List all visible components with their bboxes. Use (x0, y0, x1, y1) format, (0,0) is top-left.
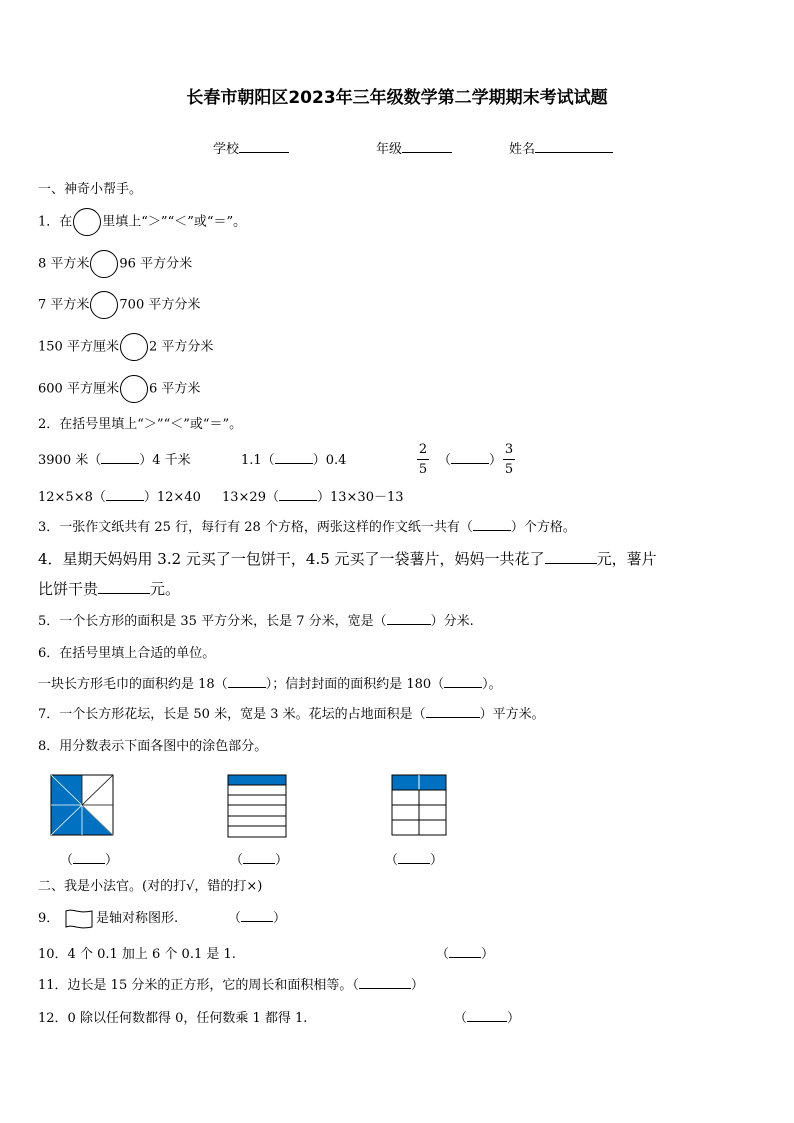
answer-blank[interactable] (241, 921, 273, 922)
question-9-number: 9． (38, 911, 60, 926)
compare-circle[interactable] (120, 375, 148, 403)
answer-blank[interactable] (398, 863, 430, 864)
answer-blank[interactable] (387, 624, 431, 625)
figure-1-square-triangles (50, 774, 114, 836)
question-9-text: 是轴对称图形. (96, 911, 179, 926)
answer-blank[interactable] (73, 863, 105, 864)
answer-blank[interactable] (228, 687, 266, 688)
grade-field[interactable] (376, 143, 452, 156)
question-2-stem: 2．在括号里填上“＞”“＜”或“＝”。 (38, 417, 243, 432)
answer-blank[interactable] (545, 563, 597, 564)
answer-blank[interactable] (467, 1021, 507, 1022)
school-field[interactable] (213, 143, 289, 156)
question-1-item-3: 150 平方厘米 2 平方分米 (38, 333, 213, 361)
compare-circle[interactable] (90, 291, 118, 319)
question-1-item-2: 7 平方米 700 平方分米 (38, 291, 200, 319)
question-1-item-1: 8 平方米 96 平方分米 (38, 250, 192, 278)
answer-blank[interactable] (449, 957, 481, 958)
question-2-item-b: 1.1（ ）0.4 (241, 453, 347, 468)
compare-circle[interactable] (73, 208, 101, 236)
answer-blank[interactable] (275, 463, 313, 464)
question-2-item-a: 3900 米（ ）4 千米 (38, 453, 191, 468)
question-3: 3．一张作文纸共有 25 行，每行有 28 个方格，两张这样的作文纸一共有（ ）个方格。 (38, 520, 576, 535)
answer-blank[interactable] (473, 530, 511, 531)
question-10-paren: （ ） (436, 947, 495, 962)
figure-1-answer: （ ） (60, 853, 119, 868)
compare-circle[interactable] (120, 333, 148, 361)
question-2-item-c-blank: （ ） (438, 453, 503, 468)
question-9-paren: （ ） (228, 911, 287, 926)
question-5: 5．一个长方形的面积是 35 平方分米，长是 7 分米，宽是（ ）分米. (38, 614, 474, 629)
question-1-item-4: 600 平方厘米 6 平方米 (38, 375, 200, 403)
wavy-flag-icon (64, 908, 94, 930)
question-4-line-1: 4．星期天妈妈用 3.2 元买了一包饼干，4.5 元买了一袋薯片，妈妈一共花了 元，薯片 (38, 550, 657, 568)
page-title: 长春市朝阳区2023年三年级数学第二学期期末考试试题 (186, 88, 608, 108)
answer-blank[interactable] (444, 687, 482, 688)
question-12-text: 12．0 除以任何数都得 0，任何数乘 1 都得 1. (38, 1011, 308, 1026)
answer-blank[interactable] (243, 863, 275, 864)
question-12-paren: （ ） (454, 1011, 521, 1026)
answer-blank[interactable] (101, 463, 139, 464)
answer-blank[interactable] (359, 988, 411, 989)
answer-blank[interactable] (451, 463, 489, 464)
compare-circle[interactable] (90, 250, 118, 278)
question-7: 7．一个长方形花坛，长是 50 米，宽是 3 米。花坛的占地面积是（ ）平方米。 (38, 707, 545, 722)
answer-blank[interactable] (106, 500, 144, 501)
fraction-three-fifths: 3 5 (504, 442, 514, 477)
figure-2-answer: （ ） (230, 853, 289, 868)
figure-3-answer: （ ） (385, 853, 444, 868)
question-2-item-d: 12×5×8（ ）12×40 (38, 490, 201, 505)
question-6-stem: 6．在括号里填上合适的单位。 (38, 646, 216, 661)
question-4-line-2: 比饼干贵 元。 (38, 580, 181, 598)
name-label: 姓名 (509, 142, 536, 157)
school-label: 学校 (213, 142, 240, 157)
answer-blank[interactable] (98, 593, 150, 594)
grade-label: 年级 (376, 142, 403, 157)
section-2-heading: 二、我是小法官。(对的打√，错的打×) (38, 879, 263, 894)
figure-2-striped-rectangle (227, 774, 287, 838)
name-field[interactable] (509, 143, 613, 156)
answer-blank[interactable] (426, 717, 480, 718)
question-1-stem: 1．在 里填上“＞”“＜”或“＝”。 (38, 208, 246, 236)
question-8-stem: 8．用分数表示下面各图中的涂色部分。 (38, 739, 268, 754)
section-1-heading: 一、神奇小帮手。 (38, 182, 143, 197)
question-2-item-e: 13×29（ ）13×30－13 (222, 490, 404, 505)
answer-blank[interactable] (279, 500, 317, 501)
question-11: 11．边长是 15 分米的正方形，它的周长和面积相等。（ ） (38, 978, 424, 993)
fraction-two-fifths: 2 5 (418, 442, 428, 477)
question-10-text: 10．4 个 0.1 加上 6 个 0.1 是 1. (38, 947, 236, 962)
question-6-items: 一块长方形毛巾的面积约是 18（ ）；信封封面的面积约是 180（ ）。 (38, 677, 502, 692)
figure-3-grid-rectangle (391, 774, 447, 836)
